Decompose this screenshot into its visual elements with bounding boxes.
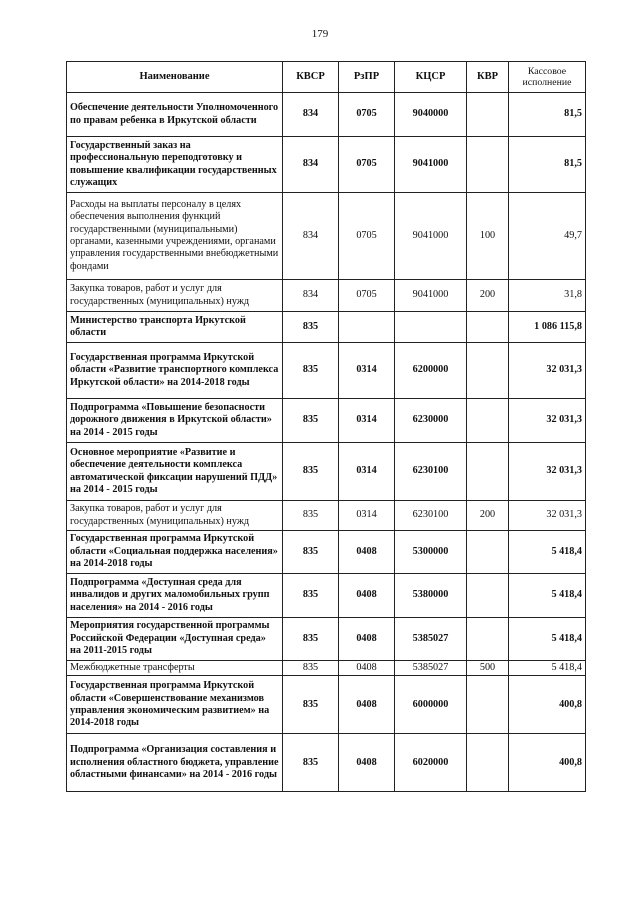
cell-rzpr: 0705 — [339, 280, 395, 312]
cell-cash-execution: 32 031,3 — [509, 501, 586, 531]
table-row — [67, 443, 586, 501]
cell-kvsr: 835 — [283, 312, 339, 343]
cell-cash-execution: 32 031,3 — [509, 343, 586, 399]
table-header — [67, 62, 586, 93]
cell-kcsr: 5385027 — [395, 618, 467, 661]
cell-name: Закупка товаров, работ и услуг для государственных (муниципальных) нужд — [67, 280, 283, 312]
cell-kcsr: 9041000 — [395, 280, 467, 312]
cell-kcsr: 6200000 — [395, 343, 467, 399]
cell-rzpr: 0408 — [339, 574, 395, 618]
table-row — [67, 734, 586, 792]
cell-kvr — [467, 531, 509, 574]
cell-name: Мероприятия государственной программы Российской Федерации «Доступная среда» на 2011-2015 годы — [67, 618, 283, 661]
cell-name: Министерство транспорта Иркутской области — [67, 312, 283, 343]
cell-kvr: 100 — [467, 193, 509, 280]
cell-kvr — [467, 443, 509, 501]
cell-name: Закупка товаров, работ и услуг для государственных (муниципальных) нужд — [67, 501, 283, 531]
header-name: Наименование — [67, 62, 283, 93]
cell-kvsr: 835 — [283, 443, 339, 501]
cell-rzpr: 0314 — [339, 501, 395, 531]
cell-kcsr: 5385027 — [395, 661, 467, 676]
cell-kcsr: 9041000 — [395, 193, 467, 280]
cell-rzpr: 0314 — [339, 343, 395, 399]
table-row — [67, 676, 586, 734]
cell-kvr — [467, 618, 509, 661]
cell-rzpr: 0705 — [339, 137, 395, 193]
cell-name: Государственная программа Иркутской области «Социальная поддержка населения» на 2014-2018 годы — [67, 531, 283, 574]
cell-kvsr: 834 — [283, 137, 339, 193]
cell-kvsr: 834 — [283, 193, 339, 280]
cell-rzpr: 0408 — [339, 661, 395, 676]
cell-name: Государственная программа Иркутской области «Совершенствование механизмов управления экономическим развитием» на 2014-2018 годы — [67, 676, 283, 734]
cell-kvr — [467, 137, 509, 193]
cell-kcsr: 9040000 — [395, 93, 467, 137]
cell-kvr — [467, 312, 509, 343]
cell-cash-execution: 400,8 — [509, 734, 586, 792]
cell-cash-execution: 400,8 — [509, 676, 586, 734]
cell-kvsr: 835 — [283, 501, 339, 531]
cell-rzpr: 0408 — [339, 531, 395, 574]
cell-kvsr: 835 — [283, 531, 339, 574]
cell-rzpr: 0314 — [339, 443, 395, 501]
cell-kvsr: 835 — [283, 661, 339, 676]
header-kvsr: КВСР — [283, 62, 339, 93]
table-row — [67, 193, 586, 280]
cell-name: Межбюджетные трансферты — [67, 661, 283, 676]
cell-cash-execution: 81,5 — [509, 93, 586, 137]
cell-kcsr — [395, 312, 467, 343]
cell-kcsr: 6000000 — [395, 676, 467, 734]
cell-cash-execution: 5 418,4 — [509, 618, 586, 661]
cell-kvr: 200 — [467, 280, 509, 312]
table-row — [67, 661, 586, 676]
cell-kvr: 500 — [467, 661, 509, 676]
table-row — [67, 93, 586, 137]
cell-kvr — [467, 734, 509, 792]
table-row — [67, 399, 586, 443]
cell-cash-execution: 5 418,4 — [509, 531, 586, 574]
cell-cash-execution: 5 418,4 — [509, 574, 586, 618]
cell-rzpr: 0705 — [339, 93, 395, 137]
cell-rzpr: 0408 — [339, 676, 395, 734]
cell-rzpr: 0408 — [339, 734, 395, 792]
cell-kvr: 200 — [467, 501, 509, 531]
cell-name: Государственная программа Иркутской области «Развитие транспортного комплекса Иркутской области» на 2014-2018 годы — [67, 343, 283, 399]
page-number: 179 — [311, 28, 329, 40]
table-row — [67, 618, 586, 661]
cell-name: Подпрограмма «Доступная среда для инвалидов и других маломобильных групп населения» на 2014 - 2016 годы — [67, 574, 283, 618]
table-row — [67, 531, 586, 574]
cell-kcsr: 6230100 — [395, 443, 467, 501]
table-row — [67, 574, 586, 618]
cell-kvsr: 834 — [283, 280, 339, 312]
cell-cash-execution: 81,5 — [509, 137, 586, 193]
cell-name: Расходы на выплаты персоналу в целях обеспечения выполнения функций государственными (муниципальными) органами, казенными учреждениями, органами управления государственными внебюджетными фондами — [67, 193, 283, 280]
table-row — [67, 280, 586, 312]
cell-kvsr: 835 — [283, 574, 339, 618]
cell-name: Подпрограмма «Повышение безопасности дорожного движения в Иркутской области» на 2014 - 2015 годы — [67, 399, 283, 443]
table-body — [67, 93, 586, 792]
table-row — [67, 137, 586, 193]
cell-rzpr — [339, 312, 395, 343]
cell-kvr — [467, 343, 509, 399]
table-row — [67, 312, 586, 343]
cell-kvsr: 834 — [283, 93, 339, 137]
cell-kvsr: 835 — [283, 618, 339, 661]
cell-cash-execution: 32 031,3 — [509, 443, 586, 501]
cell-rzpr: 0314 — [339, 399, 395, 443]
cell-kvsr: 835 — [283, 676, 339, 734]
header-kcsr: КЦСР — [395, 62, 467, 93]
cell-rzpr: 0408 — [339, 618, 395, 661]
header-cash-execution: Кассовое исполнение — [509, 62, 586, 93]
table-row — [67, 501, 586, 531]
cell-cash-execution: 32 031,3 — [509, 399, 586, 443]
table-row — [67, 343, 586, 399]
cell-name: Государственный заказ на профессиональную переподготовку и повышение квалификации государственных служащих — [67, 137, 283, 193]
cell-name: Обеспечение деятельности Уполномоченного по правам ребенка в Иркутской области — [67, 93, 283, 137]
cell-rzpr: 0705 — [339, 193, 395, 280]
cell-cash-execution: 1 086 115,8 — [509, 312, 586, 343]
cell-cash-execution: 31,8 — [509, 280, 586, 312]
cell-kcsr: 5380000 — [395, 574, 467, 618]
cell-kcsr: 9041000 — [395, 137, 467, 193]
cell-kvr — [467, 574, 509, 618]
cell-kcsr: 6230000 — [395, 399, 467, 443]
cell-kcsr: 5300000 — [395, 531, 467, 574]
header-kvr: КВР — [467, 62, 509, 93]
cell-kvr — [467, 399, 509, 443]
cell-cash-execution: 5 418,4 — [509, 661, 586, 676]
cell-kvsr: 835 — [283, 399, 339, 443]
cell-kvr — [467, 93, 509, 137]
cell-kcsr: 6230100 — [395, 501, 467, 531]
cell-cash-execution: 49,7 — [509, 193, 586, 280]
cell-kvsr: 835 — [283, 343, 339, 399]
header-rzpr: РзПР — [339, 62, 395, 93]
budget-execution-table — [66, 61, 586, 792]
cell-kcsr: 6020000 — [395, 734, 467, 792]
cell-kvsr: 835 — [283, 734, 339, 792]
cell-name: Подпрограмма «Организация составления и исполнения областного бюджета, управление областными финансами» на 2014 - 2016 годы — [67, 734, 283, 792]
cell-kvr — [467, 676, 509, 734]
cell-name: Основное мероприятие «Развитие и обеспечение деятельности комплекса автоматической фиксации нарушений ПДД» на 2014 - 2015 годы — [67, 443, 283, 501]
